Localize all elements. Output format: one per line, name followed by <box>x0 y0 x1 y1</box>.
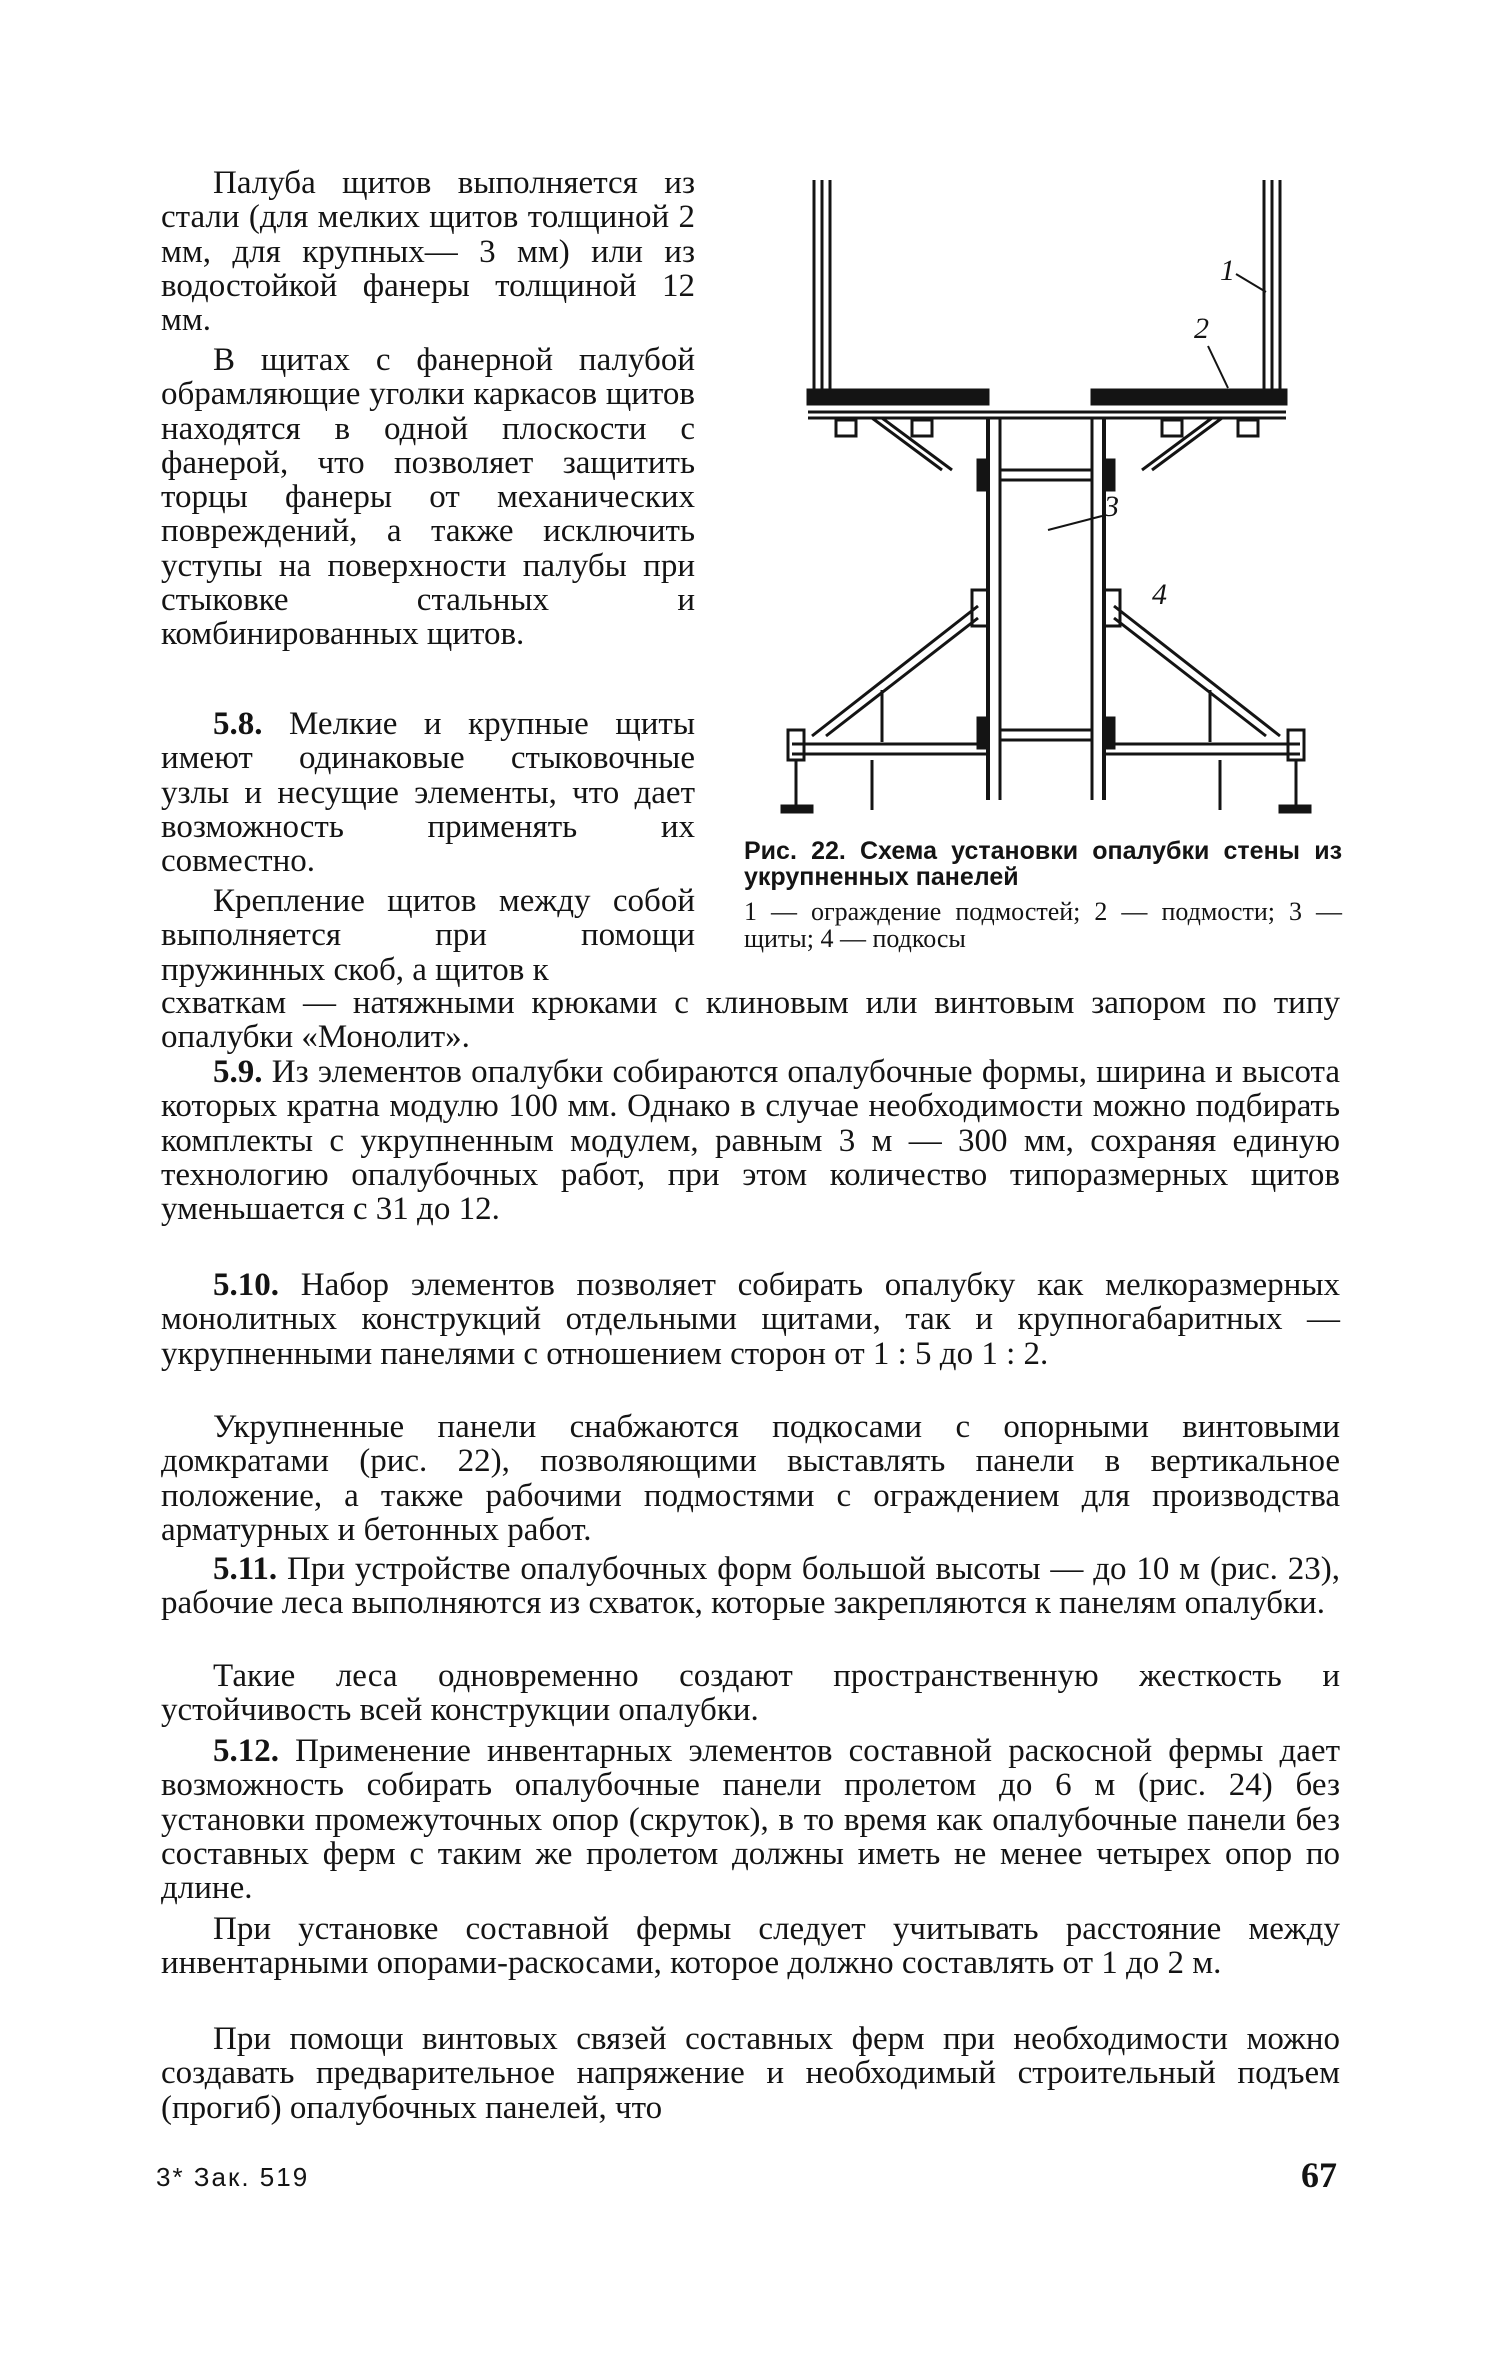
paragraph-enlarged-panels: Укрупненные панели снабжаются подкосами с опорными винтовыми домкратами (рис. 22), позволяющими выставлять панели в вертикальное положение, а также рабочими подмостями с ограждением для производства арматурных и бетонных работ. <box>161 1409 1340 1548</box>
paragraph-5-12-text: Применение инвентарных элементов составной раскосной фермы дает возможность собирать опалубочные панели пролетом до 6 м (рис. 24) без установки промежуточных опор (скруток), в то время как опалубочные панели без составных ферм с таким же пролетом должны иметь не менее четырех опор по длине. <box>161 1733 1340 1907</box>
label-3: 3 <box>1104 490 1119 523</box>
working-platform <box>808 390 1286 418</box>
figure-legend: 1 — ограждение подмостей; 2 — подмости; 3 — щиты; 4 — подкосы <box>744 897 1342 953</box>
label-1: 1 <box>1220 254 1235 287</box>
section-number-5-8: 5.8. <box>213 706 263 742</box>
paragraph-5-10 <box>161 1268 1340 1371</box>
section-number-5-11: 5.11. <box>213 1551 278 1587</box>
section-number-5-10: 5.10. <box>213 1267 279 1303</box>
struts <box>812 606 1280 742</box>
paragraph-5-12 <box>161 1734 1340 1905</box>
paragraph-fastening-part2: схваткам — натяжными крюками с клиновым или винтовым запором по типу опалубки «Монолит». <box>161 985 1340 1056</box>
section-number-5-12: 5.12. <box>213 1733 279 1769</box>
platform-brackets <box>836 418 1258 470</box>
paragraph-truss-installation: При установке составной фермы следует учитывать расстояние между инвентарными опорами-раскосами, которое должно составлять от 1 до 2 м. <box>161 1911 1340 1982</box>
screw-jacks <box>782 730 1310 812</box>
label-4: 4 <box>1152 578 1167 611</box>
page-number: 67 <box>1301 2155 1337 2195</box>
print-signature: 3* Зак. 519 <box>156 2162 310 2192</box>
paragraph-screw-ties: При помощи винтовых связей составных ферм при необходимости можно создавать предварительное напряжение и необходимый строительный подъем (прогиб) опалубочных панелей, что <box>161 2021 1340 2126</box>
paragraph-5-9-text: Из элементов опалубки собираются опалубочные формы, ширина и высота которых кратна модулю 100 мм. Однако в случае необходимости можно подбирать комплекты с укрупненным модулем, равным 3 м — 300 мм, сохраняя единую технологию опалубочных работ, при этом количество типоразмерных щитов уменьшается с 31 до 12. <box>161 1054 1340 1228</box>
paragraph-fastening-part1: Крепление щитов между собой выполняется при помощи пружинных скоб, а щитов к <box>161 883 695 988</box>
paragraph-5-11-text: При устройстве опалубочных форм большой высоты — до 10 м (рис. 23), рабочие леса выполняются из схваток, которые закрепляются к панелям опалубки. <box>161 1551 1340 1622</box>
paragraph-5-8-text: Мелкие и крупные щиты имеют одинаковые стыковочные узлы и несущие элементы, что дает возможность применять их совместно. <box>161 706 695 880</box>
figure-caption: Рис. 22. Схема установки опалубки стены из укрупненных панелей <box>744 837 1342 891</box>
left-guardrail-post <box>814 180 830 390</box>
paragraph-5-10-text: Набор элементов позволяет собирать опалубку как мелкоразмерных монолитных конструкций отдельными щитами, так и крупногабаритных — укрупненными панелями с отношением сторон от 1 : 5 до 1 : 2. <box>161 1267 1340 1372</box>
right-guardrail-post <box>1264 180 1280 390</box>
paragraph-5-9 <box>161 1055 1340 1226</box>
paragraph-5-11 <box>161 1552 1340 1621</box>
paragraph-scaffolding: Такие леса одновременно создают пространственную жесткость и устойчивость всей конструкции опалубки. <box>161 1658 1340 1729</box>
paragraph-5-8 <box>161 707 695 878</box>
paragraph-plywood-frames: В щитах с фанерной палубой обрамляющие уголки каркасов щитов находятся в одной плоскости с фанерой, что позволяет защитить торцы фанеры от механических повреждений, а также исключить уступы на поверхности палубы при стыковке стальных и комбинированных щитов. <box>161 342 695 653</box>
section-number-5-9: 5.9. <box>213 1054 263 1090</box>
label-2: 2 <box>1194 312 1209 345</box>
formwork-diagram <box>752 170 1340 828</box>
paragraph-deck-material: Палуба щитов выполняется из стали (для мелких щитов толщиной 2 мм, для крупных— 3 мм) или из водостойкой фанеры толщиной 12 мм. <box>161 165 695 339</box>
wall-panels <box>972 418 1120 800</box>
